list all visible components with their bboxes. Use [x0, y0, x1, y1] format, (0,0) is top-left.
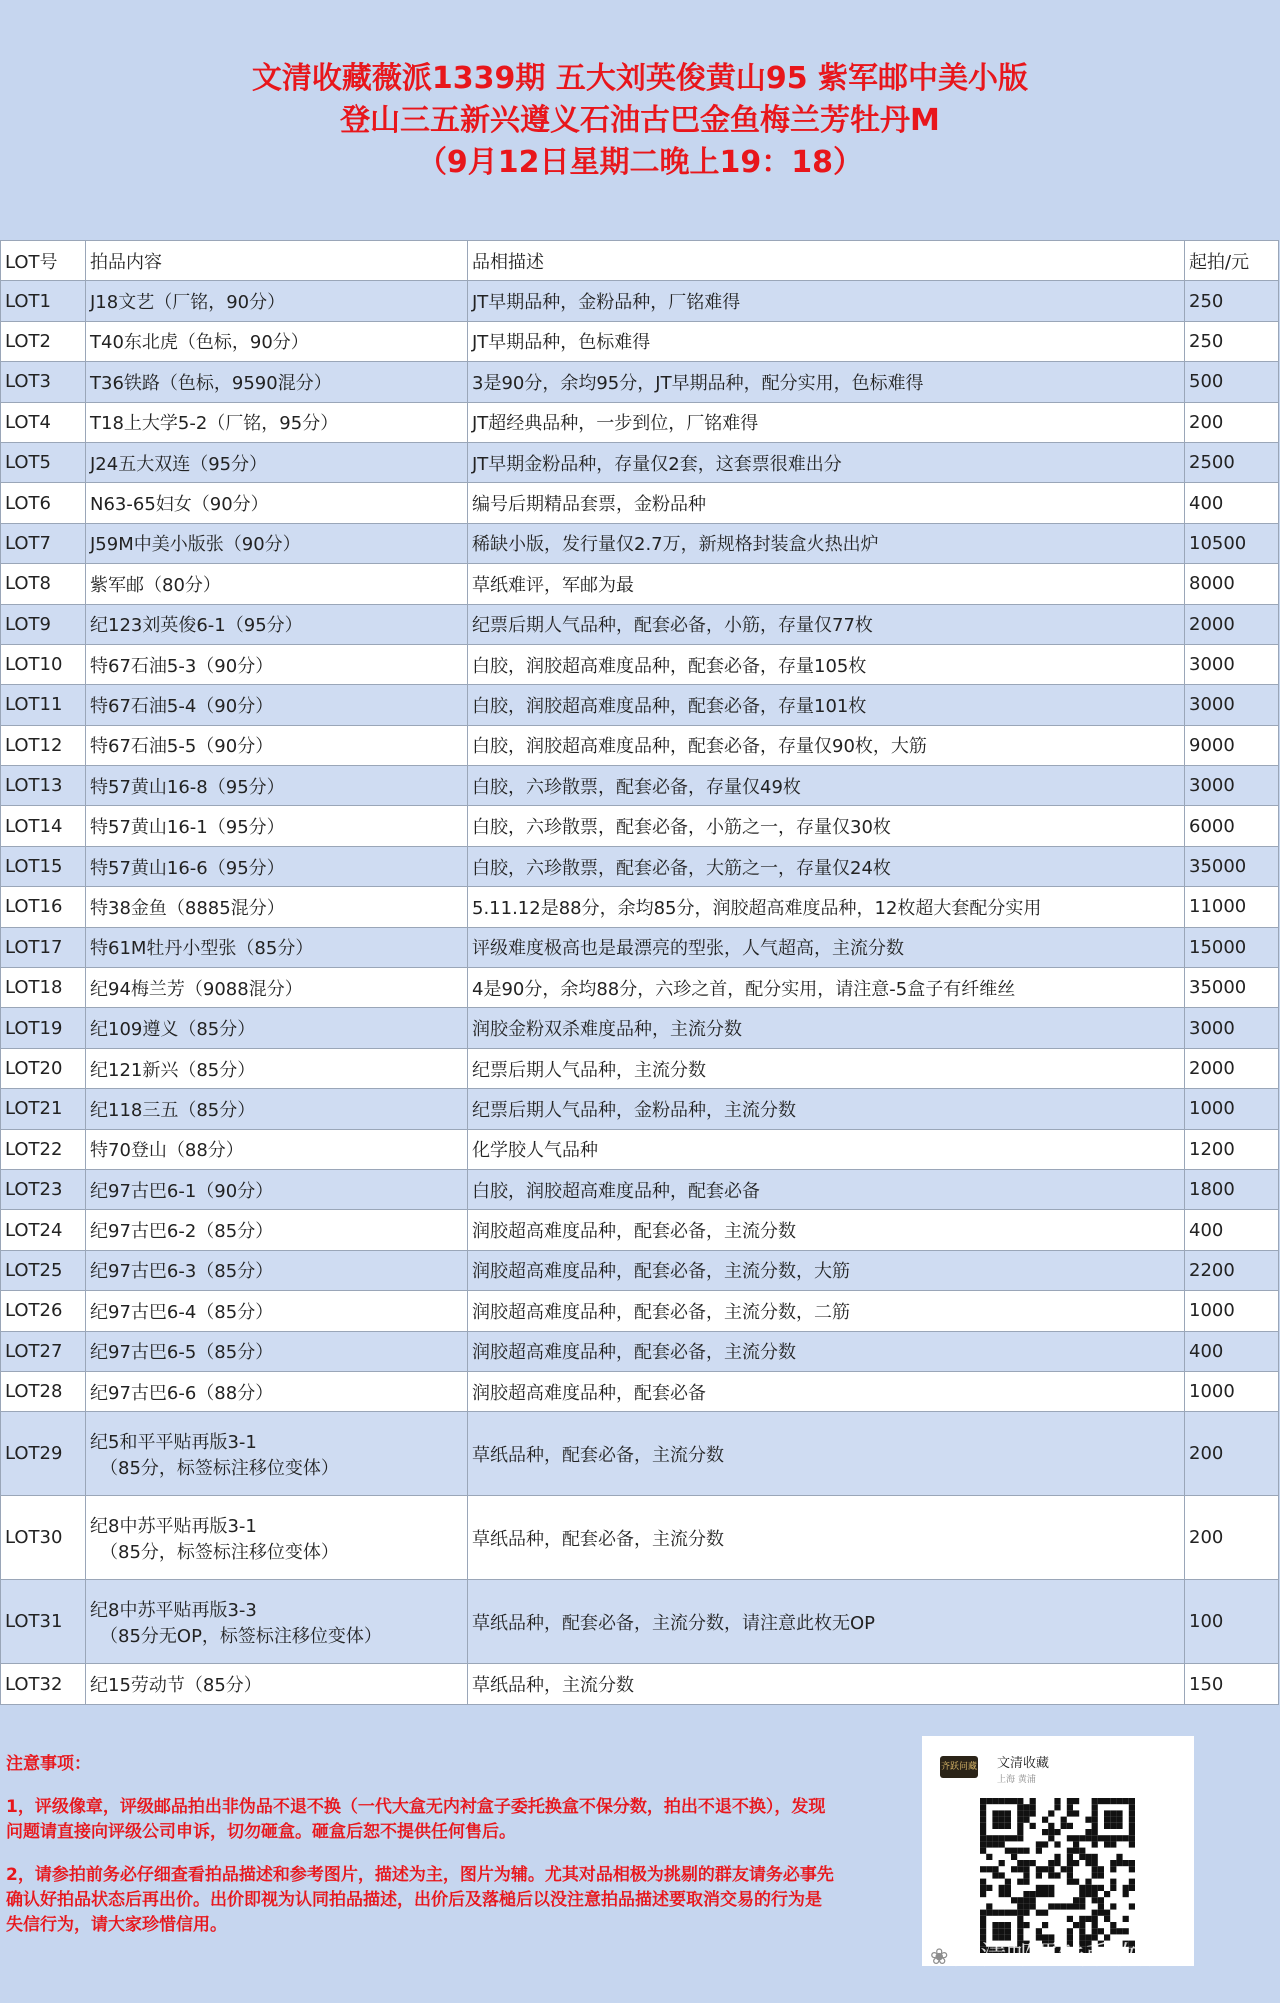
starting-price: 400: [1185, 1331, 1279, 1371]
lot-number: LOT17: [1, 927, 86, 967]
table-row: [1, 766, 1279, 806]
starting-price: 1200: [1185, 1129, 1279, 1169]
lot-item: [86, 1496, 468, 1580]
lot-item: 纪97古巴6-5（85分）: [86, 1331, 468, 1371]
lot-item: 纪94梅兰芳（9088混分）: [86, 968, 468, 1008]
lot-table: [0, 240, 1279, 1705]
notice-section: [6, 1752, 836, 1956]
lot-description: 草纸品种，配套必备，主流分数: [468, 1412, 1185, 1496]
lot-item: 纪121新兴（85分）: [86, 1048, 468, 1088]
lot-number: LOT12: [1, 725, 86, 765]
lot-description: 5.11.12是88分，余均85分，润胶超高难度品种，12枚超大套配分实用: [468, 887, 1185, 927]
account-location: 上海 黄浦: [997, 1775, 1036, 1785]
lot-description: 稀缺小版，发行量仅2.7万，新规格封装盒火热出炉: [468, 523, 1185, 563]
table-row: [1, 1169, 1279, 1209]
lot-description: 白胶，六珍散票，配套必备，大筋之一，存量仅24枚: [468, 846, 1185, 886]
lot-item: J59M中美小版张（90分）: [86, 523, 468, 563]
lot-item: 紫军邮（80分）: [86, 564, 468, 604]
table-row: [1, 1371, 1279, 1411]
lot-number: LOT30: [1, 1496, 86, 1580]
starting-price: 2200: [1185, 1250, 1279, 1290]
lot-description: 编号后期精品套票，金粉品种: [468, 483, 1185, 523]
lot-item: 纪97古巴6-6（88分）: [86, 1371, 468, 1411]
lot-item-line-2: （85分，标签标注移位变体）: [100, 1457, 339, 1479]
header-lot: LOT号: [1, 241, 86, 281]
table-row: [1, 362, 1279, 402]
notice-item-1: 1，评级像章，评级邮品拍出非伪品不退不换（一代大盒无内衬盒子委托换盒不保分数，拍出不退不换），发现问题请直接向评级公司申诉，切勿砸盒。砸盒后恕不提供任何售后。: [6, 1797, 826, 1842]
starting-price: 200: [1185, 1412, 1279, 1496]
lot-item: N63-65妇女（90分）: [86, 483, 468, 523]
lot-number: LOT32: [1, 1664, 86, 1704]
table-row: [1, 725, 1279, 765]
lot-number: LOT7: [1, 523, 86, 563]
table-row: [1, 442, 1279, 482]
lot-description: 纪票后期人气品种，主流分数: [468, 1048, 1185, 1088]
lot-item: [86, 1412, 468, 1496]
table-row: [1, 846, 1279, 886]
lot-item-line-1: 纪5和平平贴再版3-1: [90, 1431, 257, 1453]
lot-number: LOT19: [1, 1008, 86, 1048]
lot-item: 纪109遵义（85分）: [86, 1008, 468, 1048]
brand-logo: 齐跃问藏: [940, 1756, 978, 1778]
starting-price: 35000: [1185, 846, 1279, 886]
lot-number: LOT3: [1, 362, 86, 402]
lot-number: LOT20: [1, 1048, 86, 1088]
table-row: [1, 523, 1279, 563]
table-row: [1, 604, 1279, 644]
lot-number: LOT11: [1, 685, 86, 725]
lot-item-line-2: （85分，标签标注移位变体）: [100, 1541, 339, 1563]
lot-number: LOT13: [1, 766, 86, 806]
lot-description: JT超经典品种，一步到位，厂铭难得: [468, 402, 1185, 442]
wechat-icon: ❀: [930, 1945, 949, 1970]
lot-description: 草纸品种，配套必备，主流分数: [468, 1496, 1185, 1580]
lot-number: LOT23: [1, 1169, 86, 1209]
lot-item: T18上大学5-2（厂铭，95分）: [86, 402, 468, 442]
lot-number: LOT14: [1, 806, 86, 846]
table-row: [1, 644, 1279, 684]
starting-price: 200: [1185, 402, 1279, 442]
table-row: [1, 1008, 1279, 1048]
qr-code-icon: [958, 1796, 1158, 1956]
table-row: [1, 1129, 1279, 1169]
starting-price: 3000: [1185, 685, 1279, 725]
lot-number: LOT8: [1, 564, 86, 604]
lot-number: LOT31: [1, 1580, 86, 1664]
lot-description: 纪票后期人气品种，配套必备，小筋，存量仅77枚: [468, 604, 1185, 644]
starting-price: 8000: [1185, 564, 1279, 604]
table-row: [1, 806, 1279, 846]
starting-price: 1000: [1185, 1291, 1279, 1331]
starting-price: 400: [1185, 1210, 1279, 1250]
lot-description: 白胶，润胶超高难度品种，配套必备，存量101枚: [468, 685, 1185, 725]
lot-number: LOT18: [1, 968, 86, 1008]
lot-item: 纪97古巴6-2（85分）: [86, 1210, 468, 1250]
table-row: [1, 887, 1279, 927]
starting-price: 250: [1185, 281, 1279, 321]
starting-price: 3000: [1185, 766, 1279, 806]
lot-item: 特61M牡丹小型张（85分）: [86, 927, 468, 967]
title-line-2: 登山三五新兴遵义石油古巴金鱼梅兰芳牡丹M: [340, 103, 940, 138]
table-row: [1, 564, 1279, 604]
lot-description: 白胶，润胶超高难度品种，配套必备，存量仅90枚，大筋: [468, 725, 1185, 765]
table-row: [1, 1496, 1279, 1580]
starting-price: 6000: [1185, 806, 1279, 846]
lot-description: 草纸难评，军邮为最: [468, 564, 1185, 604]
starting-price: 150: [1185, 1664, 1279, 1704]
lot-number: LOT6: [1, 483, 86, 523]
lot-number: LOT25: [1, 1250, 86, 1290]
lot-number: LOT22: [1, 1129, 86, 1169]
table-row: [1, 1580, 1279, 1664]
lot-number: LOT29: [1, 1412, 86, 1496]
table-row: [1, 968, 1279, 1008]
lot-item-line-1: 纪8中苏平贴再版3-1: [90, 1515, 257, 1537]
lot-number: LOT16: [1, 887, 86, 927]
lot-number: LOT24: [1, 1210, 86, 1250]
lot-description: 纪票后期人气品种，金粉品种，主流分数: [468, 1089, 1185, 1129]
lot-description: JT早期品种，色标难得: [468, 321, 1185, 361]
starting-price: 250: [1185, 321, 1279, 361]
lot-item: 纪118三五（85分）: [86, 1089, 468, 1129]
header-item: 拍品内容: [86, 241, 468, 281]
lot-item: 特57黄山16-6（95分）: [86, 846, 468, 886]
lot-description: 3是90分，余均95分，JT早期品种，配分实用，色标难得: [468, 362, 1185, 402]
lot-item: 纪97古巴6-1（90分）: [86, 1169, 468, 1209]
starting-price: 2000: [1185, 604, 1279, 644]
starting-price: 15000: [1185, 927, 1279, 967]
table-row: [1, 483, 1279, 523]
table-row: [1, 1210, 1279, 1250]
notice-title: 注意事项：: [6, 1754, 91, 1774]
title-line-1: 文清收藏薇派1339期 五大刘英俊黄山95 紫军邮中美小版: [251, 61, 1029, 96]
starting-price: 1800: [1185, 1169, 1279, 1209]
lot-item: 纪97古巴6-4（85分）: [86, 1291, 468, 1331]
lot-number: LOT27: [1, 1331, 86, 1371]
starting-price: 1000: [1185, 1371, 1279, 1411]
lot-item: 特67石油5-3（90分）: [86, 644, 468, 684]
table-row: [1, 927, 1279, 967]
lot-item: [86, 1580, 468, 1664]
table-row: [1, 1412, 1279, 1496]
table-row: [1, 1331, 1279, 1371]
lot-description: 草纸品种，配套必备，主流分数，请注意此枚无OP: [468, 1580, 1185, 1664]
lot-number: LOT21: [1, 1089, 86, 1129]
starting-price: 10500: [1185, 523, 1279, 563]
starting-price: 3000: [1185, 644, 1279, 684]
lot-description: 润胶金粉双杀难度品种，主流分数: [468, 1008, 1185, 1048]
starting-price: 400: [1185, 483, 1279, 523]
table-row: [1, 281, 1279, 321]
lot-item: 特67石油5-5（90分）: [86, 725, 468, 765]
table-row: [1, 685, 1279, 725]
wechat-qr-card: [922, 1736, 1194, 1966]
lot-number: LOT9: [1, 604, 86, 644]
table-row: [1, 1048, 1279, 1088]
lot-number: LOT4: [1, 402, 86, 442]
lot-item: 特67石油5-4（90分）: [86, 685, 468, 725]
lot-item: 特38金鱼（8885混分）: [86, 887, 468, 927]
lot-description: JT早期品种，金粉品种，厂铭难得: [468, 281, 1185, 321]
notice-item-2: 2，请参拍前务必仔细查看拍品描述和参考图片，描述为主，图片为辅。尤其对品相极为挑剔的群友请务必事先确认好拍品状态后再出价。出价即视为认同拍品描述，出价后及落槌后以没注意拍品描述要取消交易的行为是失信行为，请大家珍惜信用。: [6, 1865, 834, 1935]
lot-number: LOT26: [1, 1291, 86, 1331]
starting-price: 3000: [1185, 1008, 1279, 1048]
lot-description: 润胶超高难度品种，配套必备，主流分数: [468, 1210, 1185, 1250]
table-row: [1, 1250, 1279, 1290]
lot-item: J24五大双连（95分）: [86, 442, 468, 482]
lot-number: LOT1: [1, 281, 86, 321]
watermark-text: 文清邮票钱币收藏: [954, 1941, 1163, 1971]
lot-item: 纪97古巴6-3（85分）: [86, 1250, 468, 1290]
lot-description: 白胶，六珍散票，配套必备，存量仅49枚: [468, 766, 1185, 806]
lot-description: 润胶超高难度品种，配套必备: [468, 1371, 1185, 1411]
lot-item: 特57黄山16-8（95分）: [86, 766, 468, 806]
starting-price: 35000: [1185, 968, 1279, 1008]
lot-number: LOT10: [1, 644, 86, 684]
account-name: 文清收藏: [997, 1756, 1050, 1771]
lot-description: 白胶，润胶超高难度品种，配套必备: [468, 1169, 1185, 1209]
watermark: [930, 1935, 1162, 1972]
lot-item: 特57黄山16-1（95分）: [86, 806, 468, 846]
lot-item: J18文艺（厂铭，90分）: [86, 281, 468, 321]
lot-number: LOT2: [1, 321, 86, 361]
table-row: [1, 402, 1279, 442]
starting-price: 11000: [1185, 887, 1279, 927]
lot-item-line-1: 纪8中苏平贴再版3-3: [90, 1599, 257, 1621]
lot-item: 特70登山（88分）: [86, 1129, 468, 1169]
lot-description: 4是90分，余均88分，六珍之首，配分实用，请注意-5盒子有纤维丝: [468, 968, 1185, 1008]
lot-number: LOT5: [1, 442, 86, 482]
starting-price: 100: [1185, 1580, 1279, 1664]
lot-number: LOT15: [1, 846, 86, 886]
table-header-row: [1, 241, 1279, 281]
lot-number: LOT28: [1, 1371, 86, 1411]
table-row: [1, 1291, 1279, 1331]
title-line-3: （9月12日星期二晚上19：18）: [416, 145, 864, 180]
page-header: [0, 0, 1280, 235]
table-row: [1, 1089, 1279, 1129]
table-row: [1, 321, 1279, 361]
header-price: 起拍/元: [1185, 241, 1279, 281]
starting-price: 9000: [1185, 725, 1279, 765]
lot-description: 白胶，六珍散票，配套必备，小筋之一，存量仅30枚: [468, 806, 1185, 846]
starting-price: 500: [1185, 362, 1279, 402]
starting-price: 1000: [1185, 1089, 1279, 1129]
lot-item: 纪123刘英俊6-1（95分）: [86, 604, 468, 644]
starting-price: 200: [1185, 1496, 1279, 1580]
lot-description: 润胶超高难度品种，配套必备，主流分数，二筋: [468, 1291, 1185, 1331]
lot-description: 润胶超高难度品种，配套必备，主流分数，大筋: [468, 1250, 1185, 1290]
lot-item: T40东北虎（色标，90分）: [86, 321, 468, 361]
starting-price: 2500: [1185, 442, 1279, 482]
lot-item: T36铁路（色标，9590混分）: [86, 362, 468, 402]
lot-item-line-2: （85分无OP，标签标注移位变体）: [100, 1625, 382, 1647]
lot-description: 润胶超高难度品种，配套必备，主流分数: [468, 1331, 1185, 1371]
table-row: [1, 1664, 1279, 1704]
starting-price: 2000: [1185, 1048, 1279, 1088]
lot-description: JT早期金粉品种，存量仅2套，这套票很难出分: [468, 442, 1185, 482]
header-desc: 品相描述: [468, 241, 1185, 281]
lot-description: 草纸品种，主流分数: [468, 1664, 1185, 1704]
lot-description: 化学胶人气品种: [468, 1129, 1185, 1169]
lot-description: 白胶，润胶超高难度品种，配套必备，存量105枚: [468, 644, 1185, 684]
lot-description: 评级难度极高也是最漂亮的型张，人气超高，主流分数: [468, 927, 1185, 967]
lot-item: 纪15劳动节（85分）: [86, 1664, 468, 1704]
